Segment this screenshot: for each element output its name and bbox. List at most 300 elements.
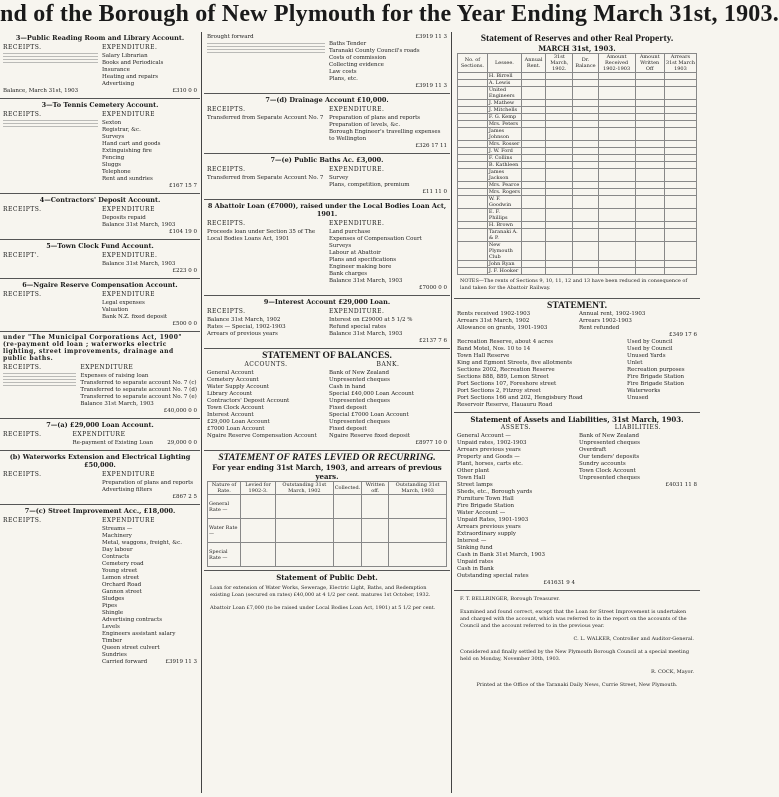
line-item: Bank charges: [329, 271, 368, 277]
liabilities-label: LIABILITIES.: [614, 424, 662, 431]
reserve-use: Fire Brigade Station: [627, 374, 685, 380]
reserves-notes: NOTES—The rents of Sections 9, 10, 11, 12 and 13 have been reduced in consequence of land taken for the Abattoir Railway.: [460, 278, 688, 291]
lessee-name: Mrs. Pearce: [487, 182, 521, 189]
section-title: under "The Municipal Corporations Act, 1900" (re-payment old loan ; waterworks electric lighting, street improvements, drainage and public baths.: [3, 334, 183, 362]
table-row: [458, 148, 697, 155]
line-item: Collecting evidence: [329, 62, 384, 68]
reserve-use: Unused: [627, 395, 649, 401]
table-row: [458, 155, 697, 162]
receipts-label: RECEIPT'.: [3, 252, 40, 259]
table-header: Dr. Balance: [573, 54, 598, 73]
line-item: General Account —: [457, 433, 511, 439]
line-item: Registrar, &c.: [102, 127, 141, 133]
section-total: £867 2 5: [172, 494, 197, 500]
section-title: 3—To Tennis Cemetery Account.: [41, 101, 159, 109]
expenditure-label: EXPENDITURE.: [329, 220, 385, 227]
expenditure-label: EXPENDITURE: [102, 206, 155, 213]
lessee-name: H. Birrell: [487, 73, 521, 80]
section-title: Statement of Public Debt.: [276, 573, 378, 582]
line-item: Shingle: [102, 610, 124, 616]
table-row: [458, 169, 697, 182]
reserve-row: [457, 381, 697, 388]
lessee-name: United Engineers: [487, 87, 521, 100]
section-title: Statement of Reserves and other Real Property.: [480, 34, 674, 44]
audit-footer: [454, 591, 700, 695]
reserve-name: Sections 2002, Recreation Reserve: [457, 367, 555, 373]
line-item: Borough Engineer's travelling expenses to Wellington: [329, 129, 441, 142]
line-item: Special £40,000 Loan Account: [329, 391, 414, 397]
table-header: Amount Received 1902-1903: [598, 54, 635, 73]
reserve-name: Town Hall Reserve: [457, 353, 510, 359]
line-item: Contractors' Deposit Account: [207, 398, 290, 404]
street-improvement-account: [0, 505, 200, 669]
line-item: Labour at Abattoir: [329, 250, 381, 256]
page-banner-title: nd of the Borough of New Plymouth for the Year Ending March 31st, 1903.: [0, 1, 779, 27]
table-header: Levied for 1902-3.: [241, 482, 276, 495]
table-header: 31st March, 1902.: [546, 54, 573, 73]
brought-forward-label: Brought forward: [207, 34, 254, 40]
line-item: Street lamps: [457, 482, 493, 488]
section-total: £8977 10 0: [415, 440, 447, 446]
line-item: Transferred from Separate Account No. 7: [207, 175, 324, 181]
line-item: Arrears of previous years: [207, 331, 278, 337]
printer-line: Printed at the Office of the Taranaki Daily News, Currie Street, New Plymouth.: [476, 682, 678, 688]
table-header: Amount Written Off: [635, 54, 664, 73]
line-item: Balance 31st March, 1903: [329, 278, 403, 284]
section-title: 7—(d) Drainage Account £10,000.: [265, 96, 389, 104]
column-right: [454, 32, 700, 793]
ngaire-reserve-account: [0, 279, 200, 332]
line-item: Lemon street: [102, 575, 140, 581]
column-divider: [201, 32, 202, 793]
line-item: Library Account: [207, 391, 253, 397]
section-total: £167 15 7: [169, 183, 197, 189]
receipts-label: RECEIPTS.: [207, 308, 246, 315]
reserves-statement: [454, 32, 700, 299]
cemetery-account: [0, 99, 200, 194]
line-item: Allowance on grants, 1901-1903: [457, 325, 548, 331]
section-title: 8 Abattoir Loan (£7000), raised under the Local Bodies Loan Act, 1901.: [207, 202, 447, 218]
reserve-name: King and Egmont Streets, five allotments: [457, 360, 573, 366]
table-header: Collected.: [333, 482, 362, 495]
section-total: £41631 9 4: [543, 580, 575, 586]
line-item: Legal expenses: [102, 300, 145, 306]
reserve-use: Recreation purposes: [627, 367, 685, 373]
treasurer-signature: F. T. BELLRINGER, Borough Treasurer.: [460, 596, 560, 602]
reserve-name: Port Sections 2, Fitzroy street: [457, 388, 541, 394]
assets-label: ASSETS.: [500, 424, 532, 431]
line-item: Unpresented cheques: [579, 440, 640, 446]
section-total: £3919 11 3: [415, 83, 447, 89]
table-row-label: General Rate —: [208, 495, 241, 519]
line-item: Rent refunded: [579, 325, 620, 331]
table-row: [458, 162, 697, 169]
assets-liabilities: [454, 413, 700, 591]
line-item: Arrears previous years: [457, 447, 521, 453]
line-item: Transferred to separate account No. 7 (c): [80, 380, 197, 386]
table-header: Outstanding 31st March, 1902: [275, 482, 333, 495]
section-total: £310 0 0: [172, 88, 197, 94]
line-item: Outstanding special rates: [457, 573, 529, 579]
line-item: Property and Goods —: [457, 454, 520, 460]
line-item: Fire Brigade Station: [457, 503, 515, 509]
receipts-label: RECEIPTS.: [207, 106, 246, 113]
line-item: Contracts: [102, 554, 130, 560]
receipts-label: RECEIPTS.: [3, 291, 42, 298]
table-row: [458, 114, 697, 121]
expenditure-label: EXPENDITURE: [102, 291, 155, 298]
reserve-use: Unused Yards: [627, 353, 666, 359]
statement-of-rates: [204, 451, 450, 571]
expenditure-label: EXPENDITURE.: [102, 252, 158, 259]
table-header: Written off.: [362, 482, 389, 495]
table-row: [458, 209, 697, 222]
section-total: £223 0 0: [172, 268, 197, 274]
accounts-label: ACCOUNTS.: [244, 361, 288, 368]
lessee-name: Mrs. Peters: [487, 121, 521, 128]
line-item: Engineers assistant salary: [102, 631, 176, 637]
drainage-account: [204, 94, 450, 154]
expenditure-label: EXPENDITURE: [102, 471, 155, 478]
reserve-row: [457, 395, 697, 402]
baths-tender-section: [204, 32, 450, 94]
line-item: Ngaire Reserve Compensation Account: [207, 433, 317, 439]
line-item: Rent and sundries: [102, 176, 153, 182]
line-item: Overdraft: [579, 447, 607, 453]
line-item: Plans and specifications: [329, 257, 397, 263]
line-item: Proceeds loan under Section 35 of The Local Bodies Loans Act, 1901: [207, 229, 316, 242]
receipts-label: RECEIPTS.: [207, 166, 246, 173]
table-row: [458, 141, 697, 148]
line-item: Timber: [102, 638, 123, 644]
lessee-name: James Jackson: [487, 169, 521, 182]
reserve-name: Reservoir Reserve, Hauauru Road: [457, 402, 553, 408]
line-item: Plans, etc.: [329, 76, 358, 82]
lessee-name: F. Collins: [487, 155, 521, 162]
line-item: Town Clock Account: [579, 468, 636, 474]
reserve-use: Fire Brigade Station: [627, 381, 685, 387]
section-title: STATEMENT OF RATES LEVIED OR RECURRING.: [218, 453, 436, 463]
section-title: 7—(a) £29,000 Loan Account.: [46, 421, 154, 429]
line-item: Our tenders' deposits: [579, 454, 640, 460]
mayor-signature: R. COCK, Mayor.: [651, 669, 694, 675]
table-header: Nature of Rate.: [208, 482, 241, 495]
table-row: [458, 196, 697, 209]
table-header: Outstanding 31st March, 1903: [389, 482, 447, 495]
expenditure-label: EXPENDITURE: [80, 364, 134, 371]
line-item: Deposits repaid: [102, 215, 146, 221]
lessee-name: H. Brown: [487, 222, 521, 229]
section-total: £40,000 0 0: [163, 408, 197, 414]
line-item: Sludges: [102, 596, 125, 602]
line-item: Insurance: [102, 67, 130, 73]
lessee-name: Mrs. Rogers: [488, 189, 520, 195]
line-item: Transferred to separate account No. 7 (d): [80, 387, 197, 393]
line-item: Annual rent, 1902-1903: [579, 311, 646, 317]
lessee-name: New Plymouth Club: [487, 242, 521, 261]
line-item: Engineer making bore: [329, 264, 392, 270]
lessee-name: A. Lewis: [487, 80, 521, 87]
line-item: Arrears previous years: [457, 524, 521, 530]
line-item: Bank of New Zealand: [329, 370, 390, 376]
receipts-label: RECEIPTS.: [207, 220, 246, 227]
reserve-row: [457, 388, 697, 395]
section-title: Statement of Assets and Liabilities, 31st March, 1903.: [470, 415, 684, 424]
line-item: Balance 31st March, 1903: [102, 261, 176, 267]
expenditure-label: EXPENDITURE.: [329, 308, 385, 315]
lessee-name: W. F. Goodwin: [487, 196, 521, 209]
line-item: Machinery: [102, 533, 132, 539]
reserve-use: Used by Council: [627, 339, 673, 345]
column-middle: [204, 32, 450, 793]
line-item: Fixed deposit: [329, 426, 367, 432]
line-item: Land purchase: [329, 229, 371, 235]
reserve-name: Sections 888, 889, Lemon Street: [457, 374, 549, 380]
line-item: Preparation of levels, &c.: [329, 122, 401, 128]
line-item: Surveys: [329, 243, 352, 249]
auditor-signature: C. L. WALKER, Controller and Auditor-General.: [573, 636, 694, 642]
line-item: £29,000 Loan Account: [207, 419, 270, 425]
table-row: [458, 229, 697, 242]
line-item: Town Clock Account: [207, 405, 264, 411]
table-row-label: Water Rate —: [208, 519, 241, 543]
line-item: Balance 31st March, 1902: [207, 317, 281, 323]
line-item: Surveys: [102, 134, 125, 140]
line-item: Gannon street: [102, 589, 142, 595]
line-item: Plans, competition, premium: [329, 182, 410, 188]
section-subtitle: For year ending 31st March, 1903, and arrears of previous years.: [212, 463, 442, 481]
expenditure-label: EXPENDITURE.: [329, 166, 385, 173]
section-title: 7—(e) Public Baths Ac. £3,000.: [270, 156, 384, 164]
rent-statement: [454, 299, 700, 413]
public-debt-statement: [204, 571, 450, 618]
table-row: [458, 128, 697, 141]
line-item: Special £7000 Loan Account: [329, 412, 409, 418]
section-total: £11 11 0: [422, 189, 447, 195]
receipts-label: RECEIPTS.: [3, 364, 42, 371]
line-item: Unpresented cheques: [329, 419, 390, 425]
abattoir-loan-account: [204, 200, 450, 296]
reserve-name: Port Sections 107, Foreshore street: [457, 381, 557, 387]
line-item: Bank of New Zealand: [579, 433, 640, 439]
lessee-name: B. Kathleen: [487, 162, 521, 169]
table-header: Arrears 31st March 1903: [665, 54, 695, 72]
statement-of-balances: [204, 349, 450, 451]
line-item: Cemetery road: [102, 561, 144, 567]
debt-line: Loan for extension of Water Works, Sewerage, Electric Light, Baths, and Redemption existing Loan (secured on rates) £40,000 at 4 1/2 per cent. matures 1st October, 1932.: [210, 585, 431, 598]
line-item: Streams —: [102, 526, 133, 532]
section-title: 3—Public Reading Room and Library Account.: [15, 34, 185, 42]
line-item: Costs of commission: [329, 55, 387, 61]
receipts-label: RECEIPTS.: [3, 517, 42, 524]
line-item: Re-payment of Existing Loan: [72, 440, 153, 446]
line-item: Extinguishing fire: [102, 148, 152, 154]
section-total: 29,000 0 0: [167, 440, 197, 446]
line-item: Sinking fund: [457, 545, 493, 551]
lessee-name: E. F. Phillips: [487, 209, 521, 222]
receipts-label: RECEIPTS.: [3, 44, 42, 51]
lessee-name: Mrs. Rosser: [487, 141, 521, 148]
lessee-name: John Ryan: [487, 261, 521, 268]
line-item: General Account: [207, 370, 254, 376]
lessee-name: J. Mathew: [487, 100, 521, 107]
line-item: Queen street culvert: [102, 645, 160, 651]
table-row: [458, 222, 697, 229]
expenditure-label: EXPENDITURE: [102, 517, 155, 524]
interest-account: [204, 296, 450, 349]
lessee-name: F. G. Kemp: [487, 114, 521, 121]
section-total: £2137 7 6: [419, 338, 447, 344]
table-header: Annual Rent.: [522, 54, 546, 73]
line-item: Balance 31st March, 1903: [102, 222, 176, 228]
line-item: Water Account —: [457, 510, 506, 516]
line-item: Interest —: [457, 538, 487, 544]
section-title: 6—Ngaire Reserve Compensation Account.: [22, 281, 178, 289]
section-title: (b) Waterworks Extension and Electrical Lighting £50,000.: [9, 453, 191, 469]
reserve-name: Port Sections 166 and 202, Hengisbury Road: [457, 395, 583, 401]
reserves-table: [457, 53, 697, 275]
table-row: [458, 100, 697, 107]
line-item: Furniture Town Hall: [457, 496, 514, 502]
section-title: 4—Contractors' Deposit Account.: [39, 196, 161, 204]
section-total: £349 17 6: [669, 332, 697, 338]
line-item: Cash in hand: [329, 384, 366, 390]
line-item: Advertising contracts: [102, 617, 163, 623]
expenditure-label: EXPENDITURE.: [329, 106, 385, 113]
line-item: Arrears 1902-1903: [579, 318, 632, 324]
line-item: Preparation of plans and reports: [329, 115, 421, 121]
line-item: Rates — Special, 1902-1903: [207, 324, 286, 330]
receipts-label: RECEIPTS.: [3, 431, 42, 438]
table-row: [458, 189, 697, 196]
line-item: Taranaki County Council's roads: [329, 48, 420, 54]
line-item: Advertising filters: [102, 487, 153, 493]
line-item: Ngaire Reserve fixed deposit: [329, 433, 410, 439]
table-row: [458, 87, 697, 100]
lessee-name: J. W. Ford: [487, 148, 521, 155]
table-row: [458, 268, 697, 275]
line-item: Carried forward: [102, 659, 148, 665]
column-divider: [451, 32, 452, 793]
bank-label: BANK.: [376, 361, 400, 368]
line-item: Unpaid Rates, 1901-1903: [457, 517, 529, 523]
section-total: £4031 11 8: [665, 482, 697, 488]
line-item: Fencing: [102, 155, 125, 161]
section-total: £104 19 0: [169, 229, 197, 235]
line-item: Transferred from Separate Account No. 7: [207, 115, 324, 121]
table-row: [458, 182, 697, 189]
table-header: No. of Sections.: [458, 54, 488, 73]
line-item: Law costs: [329, 69, 357, 75]
reserve-use: Waterworks: [627, 388, 661, 394]
reserve-name: Recreation Reserve, about 4 acres: [457, 339, 554, 345]
line-item: Cemetery Account: [207, 377, 259, 383]
reserve-row: [457, 367, 697, 374]
line-item: Books and Periodicals: [102, 60, 164, 66]
reserve-row: [457, 402, 697, 409]
line-item: Cash in Bank: [457, 566, 494, 572]
line-item: Valuation: [102, 307, 129, 313]
line-item: Extraordinary supply: [457, 531, 517, 537]
audit-text: Examined and found correct, except that the Loan for Street Improvement is undertaken and charged with the account, which was referred to in the report on the accounts of the Council and the account referred to in the previous year.: [460, 609, 687, 629]
line-item: Balance 31st March, 1903: [329, 331, 403, 337]
line-item: Unpaid rates, 1902-1903: [457, 440, 527, 446]
expenditure-label: EXPENDITURE.: [102, 44, 158, 51]
line-item: Survey: [329, 175, 349, 181]
line-item: Salary Librarian: [102, 53, 148, 59]
line-item: Refund special rates: [329, 324, 387, 330]
reserve-row: [457, 339, 697, 346]
line-item: Unpresented cheques: [329, 398, 390, 404]
line-item: Young street: [102, 568, 138, 574]
line-item: Sexton: [102, 120, 122, 126]
line-item: Sundries: [102, 652, 127, 658]
line-item: Hand cart and goods: [102, 141, 161, 147]
line-item: Heating and repairs: [102, 74, 159, 80]
section-total: £500 0 0: [172, 321, 197, 327]
section-title: STATEMENT.: [547, 301, 607, 311]
line-item: Sluggs: [102, 162, 121, 168]
section-total: £7000 0 0: [419, 285, 447, 291]
line-item: Baths Tender: [329, 41, 367, 47]
line-item: Orchard Road: [102, 582, 142, 588]
debt-line: Abattoir Loan £7,000 (to be raised under Local Bodies Loan Act, 1901) at 5 1/2 per cent.: [210, 605, 436, 611]
line-item: Pipes: [102, 603, 118, 609]
table-header: Lessee.: [487, 54, 521, 73]
lessee-name: J. Mitchells: [487, 107, 521, 114]
public-baths-account: [204, 154, 450, 200]
line-item: Plant, horses, carts etc.: [457, 461, 523, 467]
section-title: STATEMENT OF BALANCES.: [262, 351, 392, 361]
line-item: Rents received 1902-1903: [457, 311, 531, 317]
loan-29000-account: [0, 419, 200, 451]
table-row: [458, 121, 697, 128]
line-item: Expenses of Compensation Court: [329, 236, 422, 242]
receipts-label: RECEIPTS.: [3, 471, 42, 478]
line-item: Preparation of plans and reports: [102, 480, 194, 486]
reserve-row: [457, 374, 697, 381]
line-item: Telephone: [102, 169, 131, 175]
section-title: 9—Interest Account £29,000 Loan.: [263, 298, 391, 306]
line-item: Transferred to separate account No. 7 (e): [80, 394, 197, 400]
council-text: Considered and finally settled by the New Plymouth Borough Council at a special meeting held on Monday, November 30th, 1903.: [460, 649, 690, 662]
line-item: Advertising: [102, 81, 135, 87]
line-item: Water Supply Account: [207, 384, 270, 390]
line-item: Expenses of raising loan: [80, 373, 149, 379]
table-row-label: Special Rate —: [208, 543, 241, 567]
lessee-name: Taranaki A. & P.: [487, 229, 521, 242]
lessee-name: J. F. Hooker: [487, 268, 521, 275]
reserve-row: [457, 353, 697, 360]
line-item: Levels: [102, 624, 120, 630]
line-item: £7000 Loan Account: [207, 426, 265, 432]
section-subtitle: MARCH 31st, 1903.: [538, 44, 616, 53]
section-title: 5—Town Clock Fund Account.: [46, 242, 154, 250]
line-item: Balance 31st March, 1903: [80, 401, 154, 407]
table-row: [458, 242, 697, 261]
town-clock-account: [0, 240, 200, 279]
line-item: Sundry accounts: [579, 461, 626, 467]
table-row: [458, 261, 697, 268]
line-item: Unpresented cheques: [329, 377, 390, 383]
table-row: [458, 73, 697, 80]
balance-line: Balance, March 31st, 1903: [3, 88, 79, 94]
line-item: Town Hall: [457, 475, 486, 481]
line-item: Interest Account: [207, 412, 254, 418]
line-item: Unpresented cheques: [579, 475, 640, 481]
public-reading-room-account: [0, 32, 200, 99]
line-item: Day labour: [102, 547, 133, 553]
